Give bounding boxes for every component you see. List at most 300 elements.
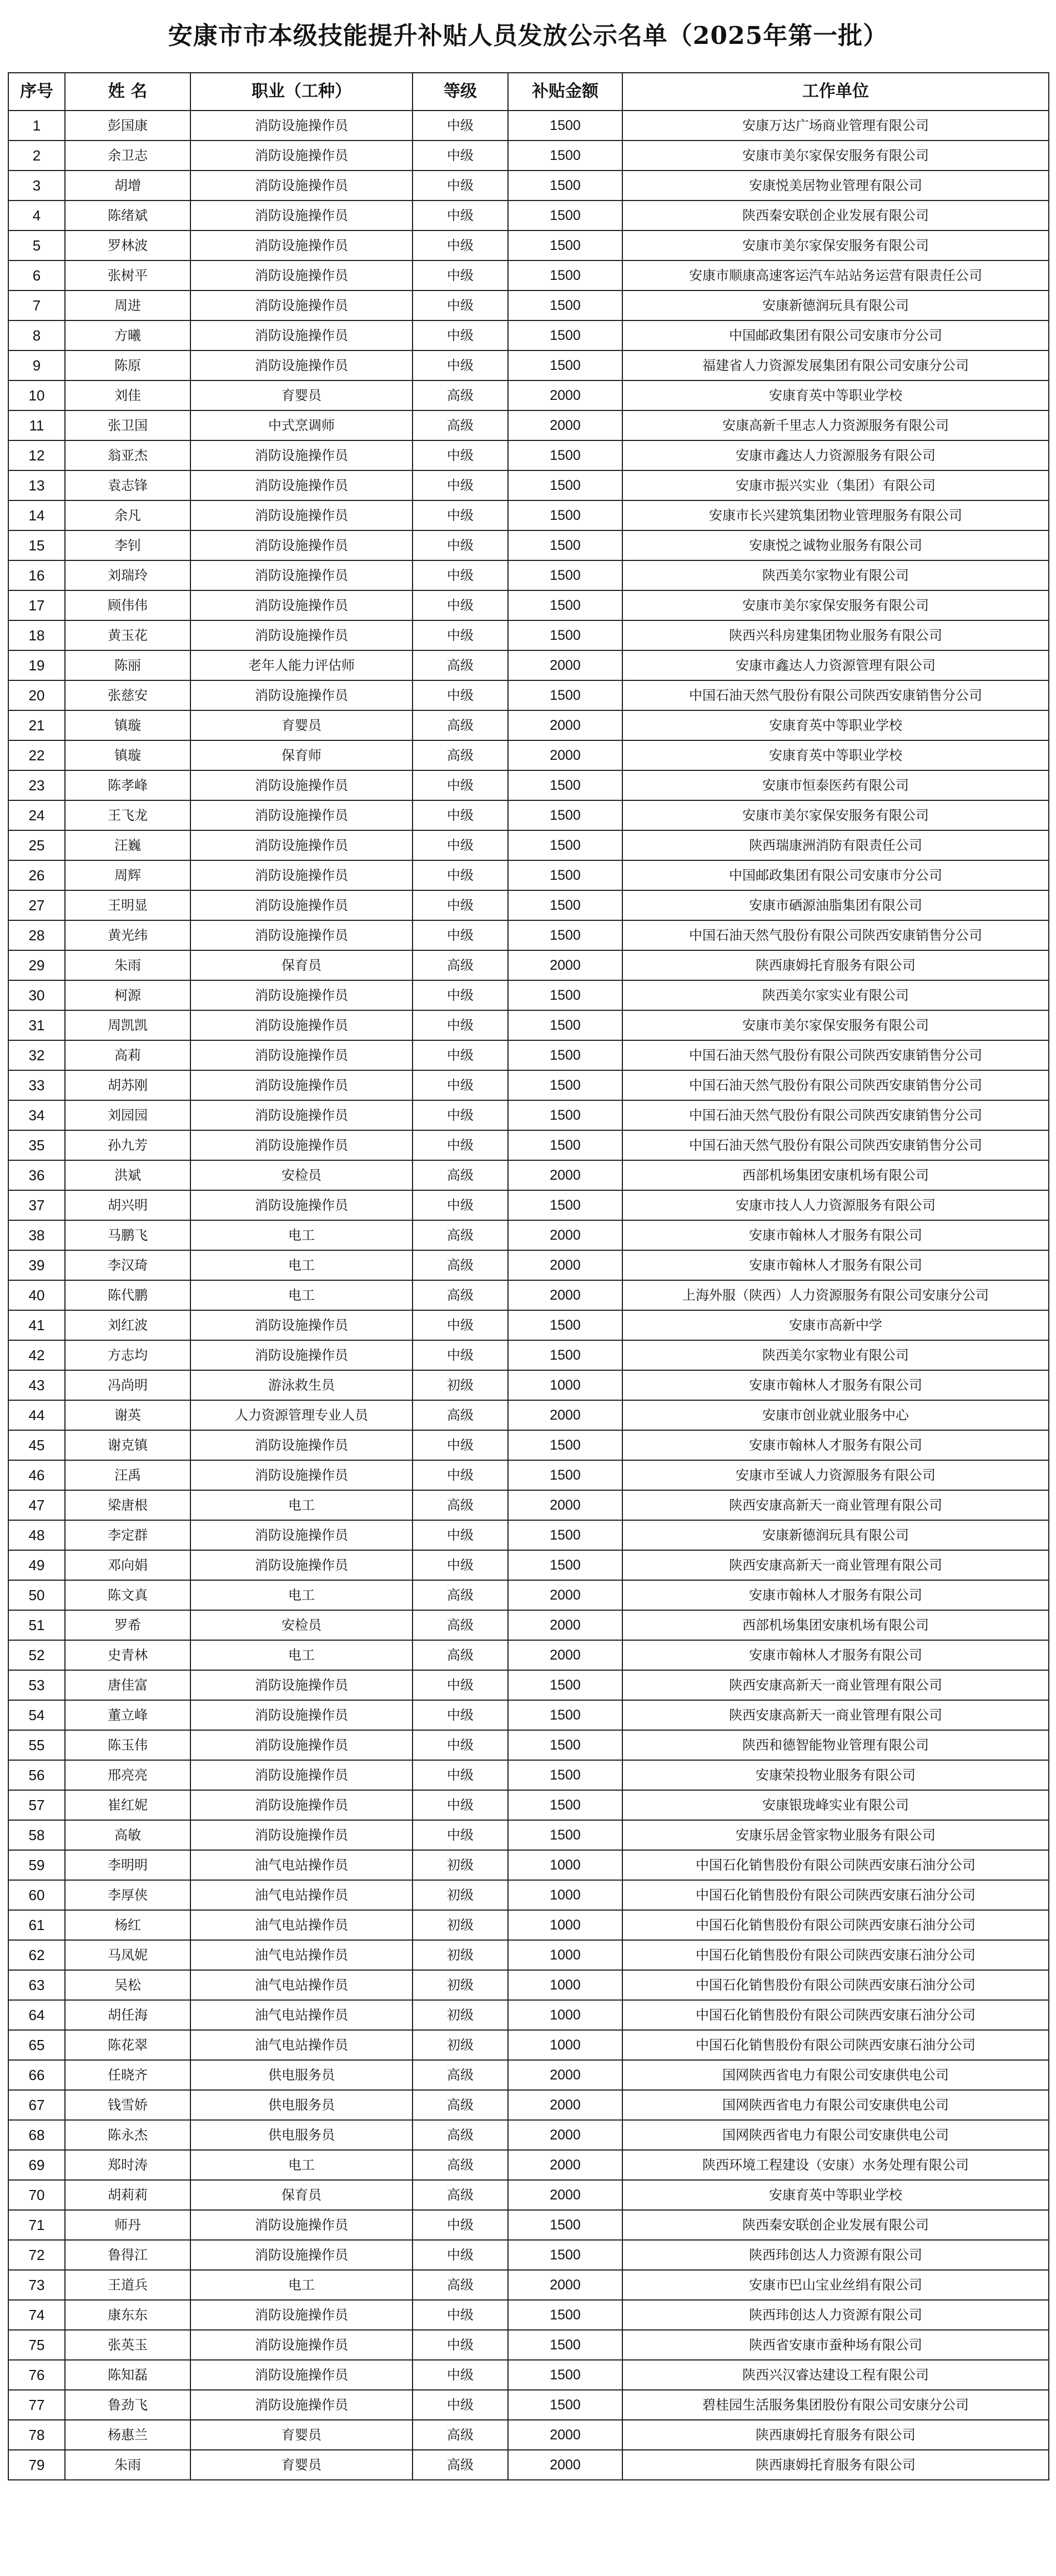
row-index: 1 bbox=[8, 111, 65, 141]
occupation: 油气电站操作员 bbox=[190, 1880, 413, 1910]
skill-level: 中级 bbox=[413, 1730, 508, 1760]
person-name: 汪巍 bbox=[65, 830, 190, 860]
person-name: 高莉 bbox=[65, 1040, 190, 1070]
occupation: 消防设施操作员 bbox=[190, 201, 413, 230]
subsidy-amount: 2000 bbox=[508, 1400, 622, 1430]
employer: 安康育英中等职业学校 bbox=[622, 710, 1049, 740]
table-row bbox=[8, 2270, 1049, 2300]
table-row bbox=[8, 1310, 1049, 1340]
row-index: 44 bbox=[8, 1400, 65, 1430]
subsidy-amount: 1000 bbox=[508, 1880, 622, 1910]
skill-level: 中级 bbox=[413, 290, 508, 320]
occupation: 消防设施操作员 bbox=[190, 2240, 413, 2270]
subsidy-amount: 1500 bbox=[508, 1310, 622, 1340]
occupation: 保育员 bbox=[190, 2180, 413, 2210]
person-name: 翁亚杰 bbox=[65, 440, 190, 470]
employer: 安康市长兴建筑集团物业管理服务有限公司 bbox=[622, 500, 1049, 530]
row-index: 31 bbox=[8, 1010, 65, 1040]
person-name: 张卫国 bbox=[65, 410, 190, 440]
occupation: 油气电站操作员 bbox=[190, 1850, 413, 1880]
employer: 安康高新千里志人力资源服务有限公司 bbox=[622, 410, 1049, 440]
row-index: 23 bbox=[8, 770, 65, 800]
skill-level: 高级 bbox=[413, 650, 508, 680]
occupation: 供电服务员 bbox=[190, 2090, 413, 2120]
skill-level: 初级 bbox=[413, 1850, 508, 1880]
occupation: 消防设施操作员 bbox=[190, 141, 413, 171]
row-index: 14 bbox=[8, 500, 65, 530]
occupation: 消防设施操作员 bbox=[190, 920, 413, 950]
subsidy-amount: 2000 bbox=[508, 1280, 622, 1310]
occupation: 消防设施操作员 bbox=[190, 111, 413, 141]
person-name: 杨红 bbox=[65, 1910, 190, 1940]
row-index: 42 bbox=[8, 1340, 65, 1370]
subsidy-amount: 1500 bbox=[508, 2330, 622, 2360]
subsidy-amount: 1500 bbox=[508, 2360, 622, 2390]
row-index: 34 bbox=[8, 1100, 65, 1130]
header-amount: 补贴金额 bbox=[508, 73, 622, 111]
employer: 中国石化销售股份有限公司陕西安康石油分公司 bbox=[622, 1850, 1049, 1880]
skill-level: 中级 bbox=[413, 980, 508, 1010]
table-row bbox=[8, 440, 1049, 470]
skill-level: 中级 bbox=[413, 830, 508, 860]
table-row bbox=[8, 1160, 1049, 1190]
person-name: 胡兴明 bbox=[65, 1190, 190, 1220]
person-name: 谢英 bbox=[65, 1400, 190, 1430]
subsidy-amount: 1500 bbox=[508, 260, 622, 290]
skill-level: 高级 bbox=[413, 2150, 508, 2180]
employer: 陕西美尔家物业有限公司 bbox=[622, 1340, 1049, 1370]
employer: 中国石化销售股份有限公司陕西安康石油分公司 bbox=[622, 1910, 1049, 1940]
person-name: 马鹏飞 bbox=[65, 1220, 190, 1250]
employer: 安康市鑫达人力资源服务有限公司 bbox=[622, 440, 1049, 470]
row-index: 17 bbox=[8, 590, 65, 620]
skill-level: 高级 bbox=[413, 2060, 508, 2090]
subsidy-amount: 1500 bbox=[508, 290, 622, 320]
table-row bbox=[8, 2120, 1049, 2150]
table-row bbox=[8, 830, 1049, 860]
person-name: 杨惠兰 bbox=[65, 2420, 190, 2450]
subsidy-amount: 1500 bbox=[508, 800, 622, 830]
row-index: 58 bbox=[8, 1820, 65, 1850]
occupation: 消防设施操作员 bbox=[190, 1460, 413, 1490]
table-row bbox=[8, 111, 1049, 141]
person-name: 罗希 bbox=[65, 1610, 190, 1640]
person-name: 刘佳 bbox=[65, 380, 190, 410]
person-name: 刘瑞玲 bbox=[65, 560, 190, 590]
occupation: 供电服务员 bbox=[190, 2120, 413, 2150]
employer: 陕西安康高新天一商业管理有限公司 bbox=[622, 1550, 1049, 1580]
person-name: 朱雨 bbox=[65, 2450, 190, 2480]
row-index: 38 bbox=[8, 1220, 65, 1250]
subsidy-amount: 1500 bbox=[508, 350, 622, 380]
occupation: 中式烹调师 bbox=[190, 410, 413, 440]
table-row bbox=[8, 560, 1049, 590]
occupation: 消防设施操作员 bbox=[190, 1190, 413, 1220]
subsidy-amount: 1500 bbox=[508, 2240, 622, 2270]
skill-level: 中级 bbox=[413, 2330, 508, 2360]
row-index: 28 bbox=[8, 920, 65, 950]
person-name: 李厚侠 bbox=[65, 1880, 190, 1910]
occupation: 电工 bbox=[190, 1250, 413, 1280]
skill-level: 中级 bbox=[413, 350, 508, 380]
employer: 安康市美尔家保安服务有限公司 bbox=[622, 590, 1049, 620]
subsidy-amount: 2000 bbox=[508, 2090, 622, 2120]
skill-level: 中级 bbox=[413, 920, 508, 950]
occupation: 消防设施操作员 bbox=[190, 800, 413, 830]
row-index: 40 bbox=[8, 1280, 65, 1310]
row-index: 59 bbox=[8, 1850, 65, 1880]
employer: 安康市创业就业服务中心 bbox=[622, 1400, 1049, 1430]
occupation: 电工 bbox=[190, 2270, 413, 2300]
table-row bbox=[8, 2330, 1049, 2360]
person-name: 冯尚明 bbox=[65, 1370, 190, 1400]
employer: 陕西康姆托育服务有限公司 bbox=[622, 2420, 1049, 2450]
table-row bbox=[8, 260, 1049, 290]
employer: 中国邮政集团有限公司安康市分公司 bbox=[622, 860, 1049, 890]
table-row bbox=[8, 650, 1049, 680]
row-index: 75 bbox=[8, 2330, 65, 2360]
table-row bbox=[8, 2000, 1049, 2030]
employer: 安康市硒源油脂集团有限公司 bbox=[622, 890, 1049, 920]
occupation: 安检员 bbox=[190, 1160, 413, 1190]
person-name: 吴松 bbox=[65, 1970, 190, 2000]
subsidy-amount: 2000 bbox=[508, 1640, 622, 1670]
person-name: 胡苏刚 bbox=[65, 1070, 190, 1100]
row-index: 11 bbox=[8, 410, 65, 440]
row-index: 72 bbox=[8, 2240, 65, 2270]
row-index: 48 bbox=[8, 1520, 65, 1550]
person-name: 师丹 bbox=[65, 2210, 190, 2240]
subsidy-amount: 2000 bbox=[508, 380, 622, 410]
table-row bbox=[8, 1760, 1049, 1790]
row-index: 47 bbox=[8, 1490, 65, 1520]
person-name: 李定群 bbox=[65, 1520, 190, 1550]
table-row bbox=[8, 201, 1049, 230]
occupation: 电工 bbox=[190, 1490, 413, 1520]
table-row bbox=[8, 1730, 1049, 1760]
occupation: 消防设施操作员 bbox=[190, 230, 413, 260]
subsidy-amount: 2000 bbox=[508, 710, 622, 740]
header-occupation: 职业（工种） bbox=[190, 73, 413, 111]
subsidy-amount: 2000 bbox=[508, 1490, 622, 1520]
table-row bbox=[8, 680, 1049, 710]
subsidy-amount: 1000 bbox=[508, 1370, 622, 1400]
table-row bbox=[8, 2210, 1049, 2240]
occupation: 育婴员 bbox=[190, 710, 413, 740]
row-index: 39 bbox=[8, 1250, 65, 1280]
subsidy-amount: 1500 bbox=[508, 620, 622, 650]
occupation: 消防设施操作员 bbox=[190, 890, 413, 920]
table-row bbox=[8, 171, 1049, 201]
skill-level: 中级 bbox=[413, 620, 508, 650]
employer: 陕西美尔家实业有限公司 bbox=[622, 980, 1049, 1010]
person-name: 邓向娟 bbox=[65, 1550, 190, 1580]
subsidy-amount: 1500 bbox=[508, 470, 622, 500]
row-index: 18 bbox=[8, 620, 65, 650]
row-index: 2 bbox=[8, 141, 65, 171]
employer: 中国石化销售股份有限公司陕西安康石油分公司 bbox=[622, 1940, 1049, 1970]
person-name: 鲁得江 bbox=[65, 2240, 190, 2270]
occupation: 消防设施操作员 bbox=[190, 1100, 413, 1130]
employer: 中国石化销售股份有限公司陕西安康石油分公司 bbox=[622, 2000, 1049, 2030]
occupation: 育婴员 bbox=[190, 2450, 413, 2480]
employer: 安康市翰林人才服务有限公司 bbox=[622, 1250, 1049, 1280]
employer: 中国邮政集团有限公司安康市分公司 bbox=[622, 320, 1049, 350]
row-index: 70 bbox=[8, 2180, 65, 2210]
employer: 安康荣投物业服务有限公司 bbox=[622, 1760, 1049, 1790]
person-name: 黄玉花 bbox=[65, 620, 190, 650]
subsidy-amount: 2000 bbox=[508, 1220, 622, 1250]
skill-level: 初级 bbox=[413, 2030, 508, 2060]
row-index: 69 bbox=[8, 2150, 65, 2180]
occupation: 消防设施操作员 bbox=[190, 530, 413, 560]
subsidy-amount: 1500 bbox=[508, 980, 622, 1010]
skill-level: 中级 bbox=[413, 320, 508, 350]
row-index: 26 bbox=[8, 860, 65, 890]
skill-level: 中级 bbox=[413, 800, 508, 830]
table-row bbox=[8, 980, 1049, 1010]
skill-level: 高级 bbox=[413, 740, 508, 770]
person-name: 李汉琦 bbox=[65, 1250, 190, 1280]
person-name: 罗林波 bbox=[65, 230, 190, 260]
row-index: 63 bbox=[8, 1970, 65, 2000]
employer: 安康乐居金管家物业服务有限公司 bbox=[622, 1820, 1049, 1850]
employer: 安康悦之诚物业服务有限公司 bbox=[622, 530, 1049, 560]
table-row bbox=[8, 290, 1049, 320]
subsidy-amount: 2000 bbox=[508, 2450, 622, 2480]
row-index: 45 bbox=[8, 1430, 65, 1460]
subsidy-amount: 1500 bbox=[508, 1130, 622, 1160]
employer: 陕西兴科房建集团物业服务有限公司 bbox=[622, 620, 1049, 650]
skill-level: 中级 bbox=[413, 860, 508, 890]
skill-level: 高级 bbox=[413, 2090, 508, 2120]
occupation: 老年人能力评估师 bbox=[190, 650, 413, 680]
employer: 安康市顺康高速客运汽车站站务运营有限责任公司 bbox=[622, 260, 1049, 290]
skill-level: 中级 bbox=[413, 1520, 508, 1550]
occupation: 消防设施操作员 bbox=[190, 1430, 413, 1460]
table-row bbox=[8, 1490, 1049, 1520]
table-row bbox=[8, 1010, 1049, 1040]
skill-level: 中级 bbox=[413, 1700, 508, 1730]
skill-level: 中级 bbox=[413, 1790, 508, 1820]
occupation: 消防设施操作员 bbox=[190, 1010, 413, 1040]
row-index: 3 bbox=[8, 171, 65, 201]
subsidy-amount: 2000 bbox=[508, 2270, 622, 2300]
skill-level: 中级 bbox=[413, 890, 508, 920]
table-row bbox=[8, 1520, 1049, 1550]
employer: 安康万达广场商业管理有限公司 bbox=[622, 111, 1049, 141]
row-index: 49 bbox=[8, 1550, 65, 1580]
subsidy-amount: 1500 bbox=[508, 201, 622, 230]
table-row bbox=[8, 860, 1049, 890]
row-index: 67 bbox=[8, 2090, 65, 2120]
employer: 安康悦美居物业管理有限公司 bbox=[622, 171, 1049, 201]
employer: 陕西安康高新天一商业管理有限公司 bbox=[622, 1700, 1049, 1730]
skill-level: 中级 bbox=[413, 260, 508, 290]
person-name: 郑时涛 bbox=[65, 2150, 190, 2180]
subsidy-amount: 1000 bbox=[508, 2030, 622, 2060]
table-row bbox=[8, 1550, 1049, 1580]
subsidy-amount: 1500 bbox=[508, 1700, 622, 1730]
occupation: 油气电站操作员 bbox=[190, 1910, 413, 1940]
occupation: 消防设施操作员 bbox=[190, 1730, 413, 1760]
employer: 安康新德润玩具有限公司 bbox=[622, 1520, 1049, 1550]
occupation: 消防设施操作员 bbox=[190, 1040, 413, 1070]
row-index: 8 bbox=[8, 320, 65, 350]
occupation: 消防设施操作员 bbox=[190, 1700, 413, 1730]
row-index: 62 bbox=[8, 1940, 65, 1970]
skill-level: 中级 bbox=[413, 111, 508, 141]
employer: 陕西兴汉睿达建设工程有限公司 bbox=[622, 2360, 1049, 2390]
table-row bbox=[8, 620, 1049, 650]
table-row bbox=[8, 1130, 1049, 1160]
employer: 中国石油天然气股份有限公司陕西安康销售分公司 bbox=[622, 1070, 1049, 1100]
row-index: 37 bbox=[8, 1190, 65, 1220]
occupation: 消防设施操作员 bbox=[190, 1670, 413, 1700]
subsidy-amount: 1500 bbox=[508, 1100, 622, 1130]
person-name: 唐佳富 bbox=[65, 1670, 190, 1700]
table-row bbox=[8, 2150, 1049, 2180]
subsidy-amount: 1500 bbox=[508, 860, 622, 890]
row-index: 36 bbox=[8, 1160, 65, 1190]
person-name: 镇璇 bbox=[65, 740, 190, 770]
employer: 国网陕西省电力有限公司安康供电公司 bbox=[622, 2120, 1049, 2150]
row-index: 21 bbox=[8, 710, 65, 740]
person-name: 周进 bbox=[65, 290, 190, 320]
skill-level: 中级 bbox=[413, 590, 508, 620]
employer: 安康银珑峰实业有限公司 bbox=[622, 1790, 1049, 1820]
subsidy-amount: 1500 bbox=[508, 2300, 622, 2330]
table-row bbox=[8, 1070, 1049, 1100]
skill-level: 高级 bbox=[413, 1250, 508, 1280]
subsidy-amount: 1500 bbox=[508, 530, 622, 560]
row-index: 43 bbox=[8, 1370, 65, 1400]
row-index: 30 bbox=[8, 980, 65, 1010]
subsidy-amount: 1500 bbox=[508, 1670, 622, 1700]
table-row bbox=[8, 1640, 1049, 1670]
employer: 安康市翰林人才服务有限公司 bbox=[622, 1370, 1049, 1400]
skill-level: 中级 bbox=[413, 1670, 508, 1700]
row-index: 22 bbox=[8, 740, 65, 770]
person-name: 谢克镇 bbox=[65, 1430, 190, 1460]
row-index: 51 bbox=[8, 1610, 65, 1640]
row-index: 41 bbox=[8, 1310, 65, 1340]
table-header-row bbox=[8, 73, 1049, 111]
row-index: 76 bbox=[8, 2360, 65, 2390]
person-name: 李钊 bbox=[65, 530, 190, 560]
skill-level: 高级 bbox=[413, 1220, 508, 1250]
employer: 安康市至诚人力资源服务有限公司 bbox=[622, 1460, 1049, 1490]
skill-level: 高级 bbox=[413, 1160, 508, 1190]
row-index: 61 bbox=[8, 1910, 65, 1940]
person-name: 史青林 bbox=[65, 1640, 190, 1670]
skill-level: 中级 bbox=[413, 1070, 508, 1100]
table-row bbox=[8, 410, 1049, 440]
employer: 安康市美尔家保安服务有限公司 bbox=[622, 230, 1049, 260]
subsidy-amount: 1500 bbox=[508, 141, 622, 171]
subsidy-amount: 1500 bbox=[508, 680, 622, 710]
row-index: 9 bbox=[8, 350, 65, 380]
occupation: 消防设施操作员 bbox=[190, 500, 413, 530]
table-row bbox=[8, 950, 1049, 980]
row-index: 4 bbox=[8, 201, 65, 230]
employer: 陕西康姆托育服务有限公司 bbox=[622, 2450, 1049, 2480]
subsidy-amount: 2000 bbox=[508, 950, 622, 980]
table-row bbox=[8, 1940, 1049, 1970]
employer: 中国石油天然气股份有限公司陕西安康销售分公司 bbox=[622, 680, 1049, 710]
skill-level: 中级 bbox=[413, 2240, 508, 2270]
subsidy-amount: 1500 bbox=[508, 1460, 622, 1490]
table-row bbox=[8, 1250, 1049, 1280]
person-name: 袁志锋 bbox=[65, 470, 190, 500]
occupation: 电工 bbox=[190, 1640, 413, 1670]
table-row bbox=[8, 1340, 1049, 1370]
occupation: 消防设施操作员 bbox=[190, 1310, 413, 1340]
employer: 安康市鑫达人力资源管理有限公司 bbox=[622, 650, 1049, 680]
subsidy-amount: 1500 bbox=[508, 320, 622, 350]
person-name: 洪斌 bbox=[65, 1160, 190, 1190]
row-index: 78 bbox=[8, 2420, 65, 2450]
skill-level: 初级 bbox=[413, 1940, 508, 1970]
row-index: 7 bbox=[8, 290, 65, 320]
person-name: 胡增 bbox=[65, 171, 190, 201]
table-row bbox=[8, 2180, 1049, 2210]
person-name: 黄光纬 bbox=[65, 920, 190, 950]
employer: 陕西瑞康洲消防有限责任公司 bbox=[622, 830, 1049, 860]
table-row bbox=[8, 380, 1049, 410]
skill-level: 中级 bbox=[413, 560, 508, 590]
subsidy-amount: 2000 bbox=[508, 650, 622, 680]
subsidy-amount: 1500 bbox=[508, 1010, 622, 1040]
subsidy-amount: 1500 bbox=[508, 230, 622, 260]
employer: 陕西环境工程建设（安康）水务处理有限公司 bbox=[622, 2150, 1049, 2180]
table-row bbox=[8, 2240, 1049, 2270]
person-name: 高敏 bbox=[65, 1820, 190, 1850]
subsidy-amount: 1500 bbox=[508, 1790, 622, 1820]
employer: 中国石油天然气股份有限公司陕西安康销售分公司 bbox=[622, 1130, 1049, 1160]
employer: 西部机场集团安康机场有限公司 bbox=[622, 1160, 1049, 1190]
occupation: 消防设施操作员 bbox=[190, 980, 413, 1010]
table-row bbox=[8, 470, 1049, 500]
row-index: 16 bbox=[8, 560, 65, 590]
subsidy-amount: 1500 bbox=[508, 2390, 622, 2420]
skill-level: 中级 bbox=[413, 2390, 508, 2420]
row-index: 56 bbox=[8, 1760, 65, 1790]
person-name: 朱雨 bbox=[65, 950, 190, 980]
table-row bbox=[8, 1700, 1049, 1730]
person-name: 胡莉莉 bbox=[65, 2180, 190, 2210]
person-name: 方曦 bbox=[65, 320, 190, 350]
skill-level: 初级 bbox=[413, 1370, 508, 1400]
skill-level: 中级 bbox=[413, 770, 508, 800]
subsidy-amount: 2000 bbox=[508, 2180, 622, 2210]
subsidy-amount: 1500 bbox=[508, 1520, 622, 1550]
row-index: 73 bbox=[8, 2270, 65, 2300]
skill-level: 高级 bbox=[413, 1580, 508, 1610]
table-row bbox=[8, 770, 1049, 800]
employer: 安康育英中等职业学校 bbox=[622, 2180, 1049, 2210]
table-row bbox=[8, 320, 1049, 350]
skill-level: 中级 bbox=[413, 2360, 508, 2390]
subsidy-amount: 1500 bbox=[508, 111, 622, 141]
subsidy-amount: 2000 bbox=[508, 1250, 622, 1280]
person-name: 陈代鹏 bbox=[65, 1280, 190, 1310]
occupation: 消防设施操作员 bbox=[190, 1130, 413, 1160]
skill-level: 高级 bbox=[413, 1400, 508, 1430]
person-name: 梁唐根 bbox=[65, 1490, 190, 1520]
row-index: 27 bbox=[8, 890, 65, 920]
skill-level: 初级 bbox=[413, 2000, 508, 2030]
